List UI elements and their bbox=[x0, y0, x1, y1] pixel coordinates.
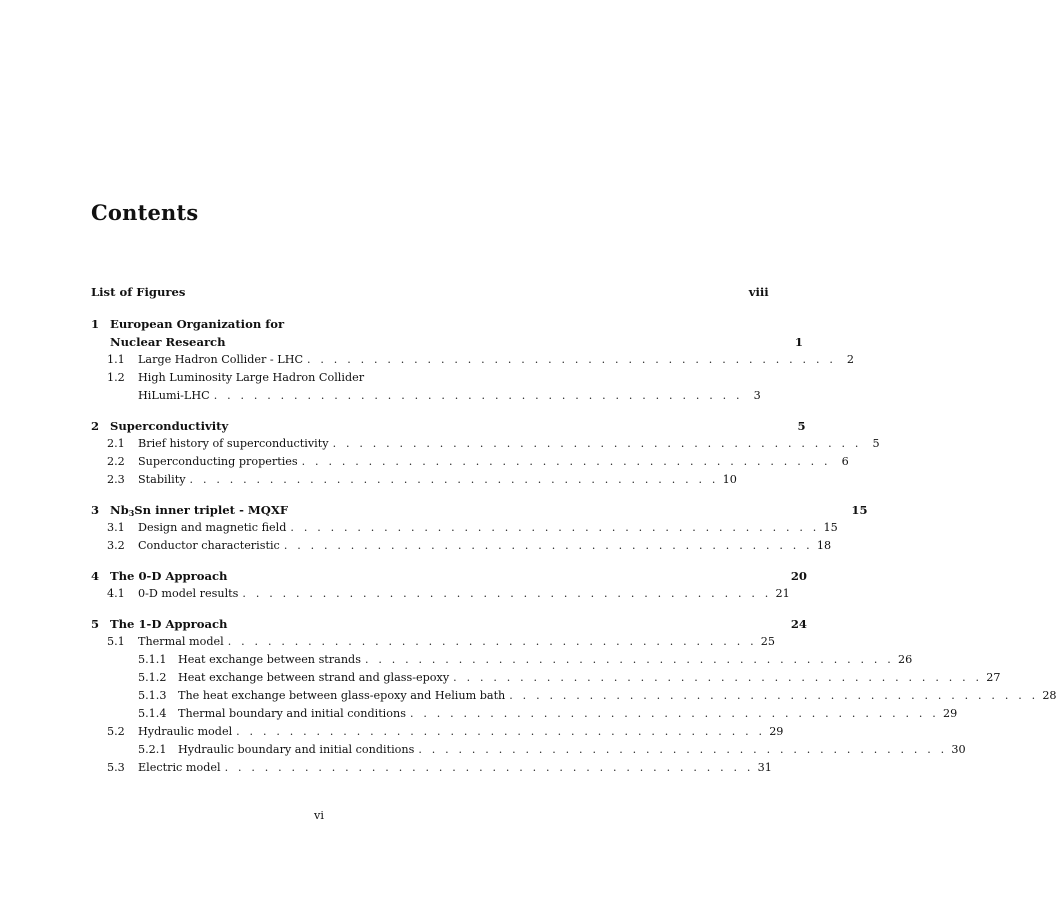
toc-section-4-1[interactable] bbox=[91, 585, 790, 603]
toc-chapter-5[interactable] bbox=[91, 615, 807, 633]
toc-chapter-1-line2[interactable] bbox=[91, 333, 803, 351]
toc-chapter-1-line1[interactable] bbox=[91, 315, 547, 333]
toc-section-number: 2.1 bbox=[107, 437, 125, 450]
toc-section-number: 2.2 bbox=[107, 455, 125, 468]
toc-entry-title: HiLumi-LHC bbox=[138, 389, 210, 402]
toc-section-2-1[interactable] bbox=[91, 435, 880, 453]
toc-section-number: 5.2 bbox=[107, 725, 125, 738]
toc-section-number: 4.1 bbox=[107, 587, 125, 600]
toc-leader: . . . . . . . . . . . . . . . . . . . . . . . . . . . . . . . . . . . . . . . . bbox=[189, 473, 719, 486]
toc-entry-title: 0-D model results bbox=[138, 587, 239, 600]
toc-entry-title: Thermal boundary and initial conditions bbox=[178, 707, 406, 720]
toc-page-number: 15 bbox=[851, 503, 868, 517]
toc-leader: . . . . . . . . . . . . . . . . . . . . . . . . . . . . . . . . . . . . . . . . bbox=[364, 653, 894, 666]
toc-chapter-3[interactable] bbox=[91, 501, 868, 519]
toc-section-number: 2.3 bbox=[107, 473, 125, 486]
toc-chapter-number: 3 bbox=[91, 503, 100, 517]
toc-entry-title: Heat exchange between strands bbox=[178, 653, 361, 666]
toc-leader: . . . . . . . . . . . . . . . . . . . . . . . . . . . . . . . . . . . . . . . . bbox=[418, 743, 948, 756]
toc-subsection-5-1-3[interactable] bbox=[91, 687, 1057, 705]
toc-entry-title: High Luminosity Large Hadron Collider bbox=[138, 371, 365, 384]
toc-leader: . . . . . . . . . . . . . . . . . . . . . . . . . . . . . . . . . . . . . . . . bbox=[409, 707, 939, 720]
toc-section-3-2[interactable] bbox=[91, 537, 832, 555]
toc-subsection-5-1-2[interactable] bbox=[91, 669, 1001, 687]
toc-entry-title: Superconducting properties bbox=[138, 455, 298, 468]
toc-page-number: 1 bbox=[794, 335, 803, 349]
toc-section-number: 5.3 bbox=[107, 761, 125, 774]
toc-leader: . . . . . . . . . . . . . . . . . . . . . . . . . . . . . . . . . . . . . . . . bbox=[307, 353, 837, 366]
toc-subsection-5-1-1[interactable] bbox=[91, 651, 913, 669]
toc-entry-title: Hydraulic boundary and initial conditions bbox=[178, 743, 415, 756]
toc-chapter-2[interactable] bbox=[91, 417, 806, 435]
toc-entry-list-of-figures[interactable] bbox=[91, 283, 769, 301]
toc-leader: . . . . . . . . . . . . . . . . . . . . . . . . . . . . . . . . . . . . . . . . bbox=[290, 521, 820, 534]
toc-chapter-number: 1 bbox=[91, 317, 100, 331]
toc-entry-title: Conductor characteristic bbox=[138, 539, 280, 552]
footer-page-number: vi bbox=[314, 809, 324, 822]
toc-page-number: 18 bbox=[816, 539, 832, 552]
toc-chapter-number: 5 bbox=[91, 617, 100, 631]
toc-page-number: 21 bbox=[775, 587, 790, 600]
toc-leader: . . . . . . . . . . . . . . . . . . . . . . . . . . . . . . . . . . . . . . . . bbox=[453, 671, 983, 684]
toc-title-part: Nb bbox=[110, 503, 129, 517]
toc-entry-title: Design and magnetic field bbox=[138, 521, 287, 534]
toc-section-1-2-line2[interactable] bbox=[91, 387, 761, 405]
toc-entry-title bbox=[110, 501, 288, 519]
toc-entry-title: The 1-D Approach bbox=[110, 617, 228, 631]
toc-section-number: 5.1 bbox=[107, 635, 125, 648]
toc-page-number: 15 bbox=[823, 521, 838, 534]
toc-subsection-number: 5.2.1 bbox=[138, 743, 167, 756]
toc-page-number: 27 bbox=[986, 671, 1001, 684]
toc-section-number: 3.2 bbox=[107, 539, 125, 552]
toc-entry-title: List of Figures bbox=[91, 285, 186, 299]
toc-section-5-2[interactable] bbox=[91, 723, 784, 741]
toc-entry-title: Electric model bbox=[138, 761, 221, 774]
toc-entry-title: Hydraulic model bbox=[138, 725, 233, 738]
toc-entry-title: The 0-D Approach bbox=[110, 569, 228, 583]
toc-page-number: 3 bbox=[753, 389, 761, 402]
toc-chapter-4[interactable] bbox=[91, 567, 807, 585]
toc-section-1-2-line1[interactable] bbox=[91, 369, 547, 387]
toc-section-number: 1.2 bbox=[107, 371, 125, 384]
toc-section-5-1[interactable] bbox=[91, 633, 776, 651]
toc-page-number: 10 bbox=[722, 473, 737, 486]
toc-subsection-number: 5.1.3 bbox=[138, 689, 167, 702]
toc-page-number: 24 bbox=[790, 617, 807, 631]
table-of-contents bbox=[91, 283, 1057, 777]
toc-subsection-5-1-4[interactable] bbox=[91, 705, 958, 723]
toc-section-number: 1.1 bbox=[107, 353, 125, 366]
toc-page-number: 5 bbox=[797, 419, 806, 433]
toc-leader: . . . . . . . . . . . . . . . . . . . . . . . . . . . . . . . . . . . . . . . . bbox=[509, 689, 1039, 702]
toc-page-number: 26 bbox=[897, 653, 913, 666]
toc-subsection-number: 5.1.1 bbox=[138, 653, 167, 666]
toc-section-5-3[interactable] bbox=[91, 759, 772, 777]
toc-entry-title: Nuclear Research bbox=[110, 335, 226, 349]
toc-chapter-number: 2 bbox=[91, 419, 100, 433]
toc-page-number: 28 bbox=[1042, 689, 1057, 702]
toc-subsection-5-2-1[interactable] bbox=[91, 741, 966, 759]
toc-page-number: 25 bbox=[760, 635, 776, 648]
toc-section-3-1[interactable] bbox=[91, 519, 838, 537]
toc-leader: . . . . . . . . . . . . . . . . . . . . . . . . . . . . . . . . . . . . . . . . bbox=[236, 725, 766, 738]
toc-leader: . . . . . . . . . . . . . . . . . . . . . . . . . . . . . . . . . . . . . . . . bbox=[213, 389, 743, 402]
toc-page-number: 6 bbox=[841, 455, 849, 468]
toc-leader: . . . . . . . . . . . . . . . . . . . . . . . . . . . . . . . . . . . . . . . . bbox=[301, 455, 831, 468]
toc-page-number: 20 bbox=[790, 569, 807, 583]
toc-title-part: Sn inner triplet - MQXF bbox=[134, 503, 289, 517]
toc-section-1-1[interactable] bbox=[91, 351, 855, 369]
page-title: Contents bbox=[91, 200, 199, 225]
toc-entry-title: Stability bbox=[138, 473, 186, 486]
toc-entry-title: Superconductivity bbox=[110, 419, 229, 433]
toc-leader: . . . . . . . . . . . . . . . . . . . . . . . . . . . . . . . . . . . . . . . . bbox=[242, 587, 772, 600]
toc-leader: . . . . . . . . . . . . . . . . . . . . . . . . . . . . . . . . . . . . . . . . bbox=[332, 437, 862, 450]
toc-page-number: 30 bbox=[951, 743, 966, 756]
toc-page-number: 29 bbox=[942, 707, 958, 720]
toc-subsection-number: 5.1.2 bbox=[138, 671, 167, 684]
toc-entry-title: The heat exchange between glass-epoxy and Helium bath bbox=[178, 689, 506, 702]
toc-section-2-2[interactable] bbox=[91, 453, 849, 471]
toc-chapter-number: 4 bbox=[91, 569, 100, 583]
toc-leader: . . . . . . . . . . . . . . . . . . . . . . . . . . . . . . . . . . . . . . . . bbox=[224, 761, 754, 774]
toc-page-number: viii bbox=[748, 285, 769, 299]
toc-page-number: 5 bbox=[872, 437, 880, 450]
toc-entry-title: Large Hadron Collider - LHC bbox=[138, 353, 304, 366]
toc-entry-title: Thermal model bbox=[138, 635, 224, 648]
toc-page-number: 2 bbox=[846, 353, 855, 366]
toc-section-number: 3.1 bbox=[107, 521, 125, 534]
toc-subsection-number: 5.1.4 bbox=[138, 707, 167, 720]
toc-section-2-3[interactable] bbox=[91, 471, 737, 489]
toc-leader: . . . . . . . . . . . . . . . . . . . . . . . . . . . . . . . . . . . . . . . . bbox=[227, 635, 757, 648]
toc-title-subscript: 3 bbox=[128, 508, 135, 518]
toc-entry-title: Brief history of superconductivity bbox=[138, 437, 329, 450]
toc-page-number: 29 bbox=[769, 725, 784, 738]
toc-leader: . . . . . . . . . . . . . . . . . . . . . . . . . . . . . . . . . . . . . . . . bbox=[283, 539, 813, 552]
toc-entry-title: European Organization for bbox=[110, 317, 285, 331]
toc-entry-title: Heat exchange between strand and glass-epoxy bbox=[178, 671, 450, 684]
toc-page-number: 31 bbox=[757, 761, 772, 774]
